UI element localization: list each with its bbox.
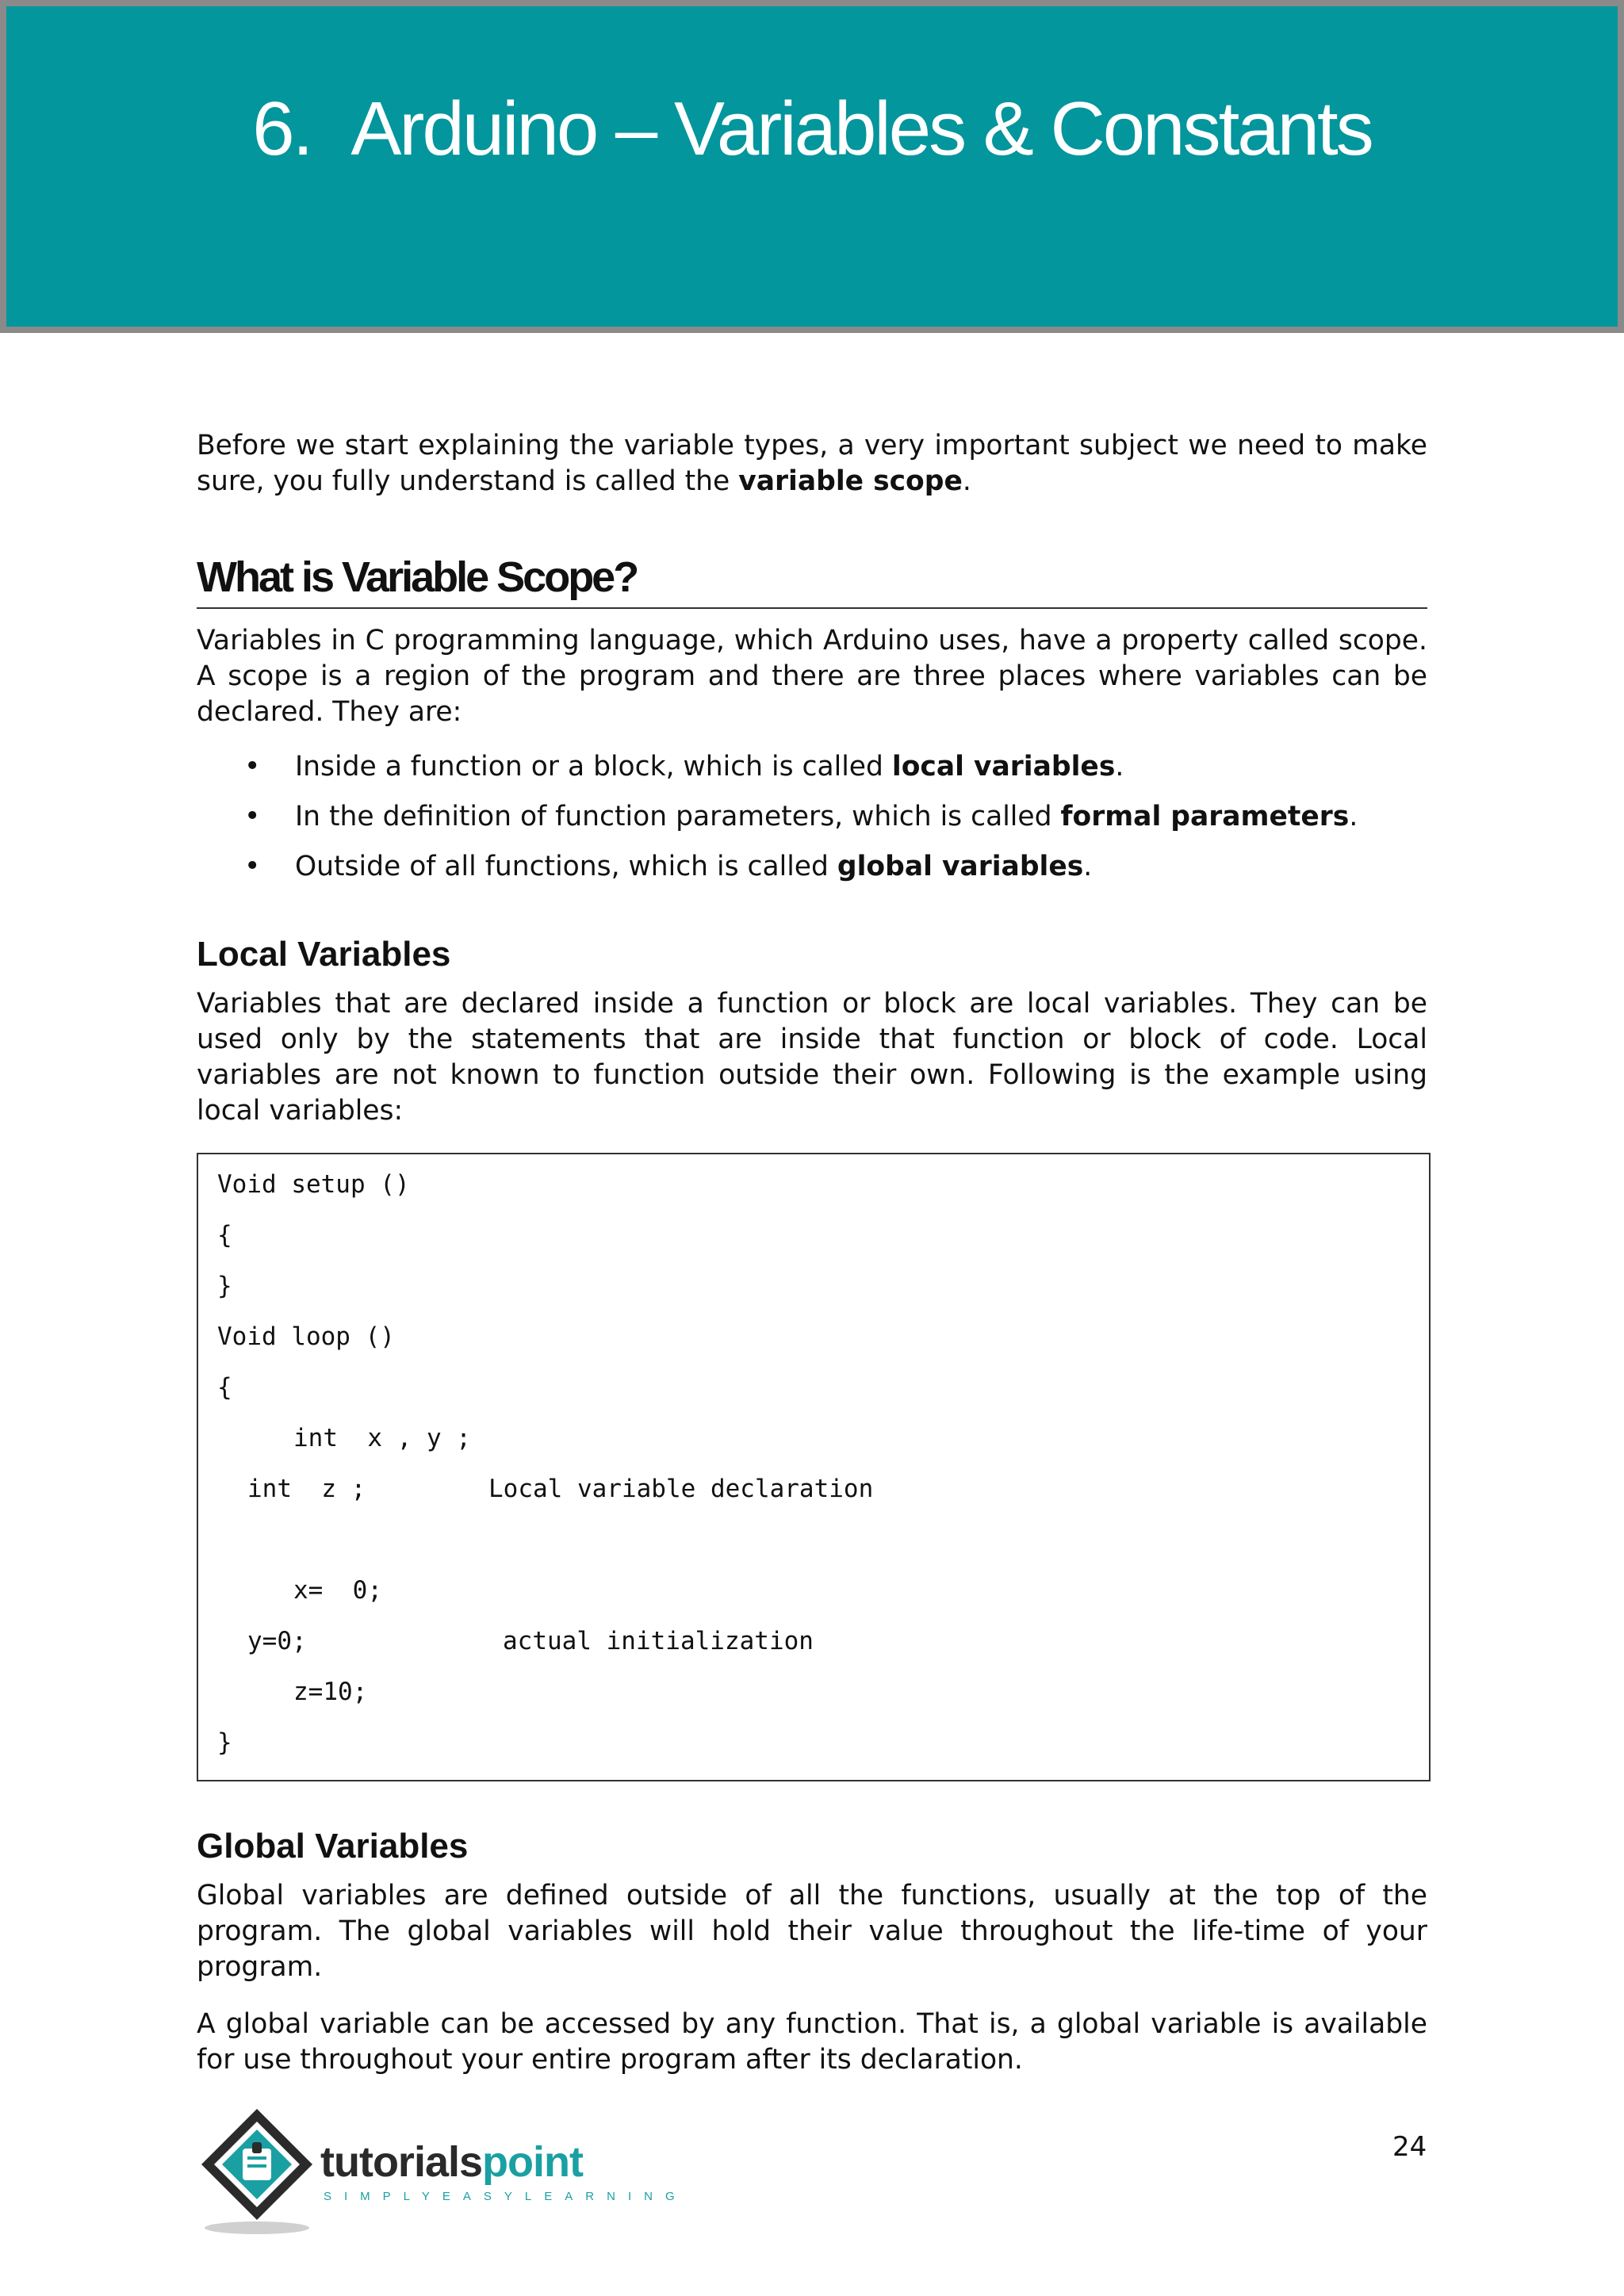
intro-text: Before we start explaining the variable types, a very important subject we need to make sure, you fully understand is called the <box>197 430 1427 497</box>
intro-bold: variable scope <box>738 465 963 497</box>
chapter-title-text: Arduino – Variables & Constants <box>350 86 1372 171</box>
list-item <box>197 799 1427 849</box>
logo-tagline: SIMPLYEASYLEARNING <box>324 2190 688 2203</box>
code-comment: actual initialization <box>503 1627 814 1655</box>
chapter-banner <box>0 0 1624 333</box>
list-item-bold: global variables <box>837 851 1084 882</box>
list-item-text: Inside a function or a block, which is called <box>295 751 892 783</box>
chapter-number: 6. <box>252 86 312 171</box>
list-item-bold: formal parameters <box>1060 801 1350 832</box>
global-variables-heading: Global Variables <box>197 1827 469 1866</box>
local-variables-heading: Local Variables <box>197 935 451 974</box>
code-line: int x , y ; <box>293 1424 471 1452</box>
code-line: { <box>217 1373 232 1402</box>
list-item-end: . <box>1115 751 1124 783</box>
page-content <box>197 428 1427 2078</box>
local-variables-paragraph: Variables that are declared inside a function or block are local variables. They can be used only by the statements that are inside that function or block of code. Local variables are not known to function outside their own. Following is the example using local variables: <box>197 988 1427 1127</box>
logo-text-part-1: tutorials <box>320 2138 483 2186</box>
scope-heading: What is Variable Scope? <box>197 552 1427 609</box>
code-line: { <box>217 1221 232 1249</box>
bullet-icon: • <box>244 851 261 882</box>
list-item-end: . <box>1083 851 1093 882</box>
code-line: } <box>217 1728 232 1757</box>
tutorialspoint-logo <box>193 2103 688 2241</box>
list-item-text: In the definition of function parameters, which is called <box>295 801 1061 832</box>
logo-wordmark <box>320 2137 583 2187</box>
code-line: z=10; <box>293 1678 368 1706</box>
code-line: int z ; <box>247 1475 366 1503</box>
code-line: } <box>217 1272 232 1300</box>
list-item <box>197 849 1427 899</box>
code-line: Void loop () <box>217 1322 395 1351</box>
list-item-text: Outside of all functions, which is called <box>295 851 837 882</box>
list-item-end: . <box>1349 801 1358 832</box>
code-comment: Local variable declaration <box>488 1475 874 1503</box>
intro-end: . <box>962 465 971 497</box>
code-line: Void setup () <box>217 1170 410 1199</box>
code-block <box>197 1153 1431 1781</box>
chapter-title <box>6 86 1618 173</box>
bullet-icon: • <box>244 751 261 783</box>
page-number: 24 <box>1392 2131 1427 2163</box>
global-variables-paragraph-2: A global variable can be accessed by any function. That is, a global variable is available for use throughout your entire program after its declaration. <box>197 2008 1427 2076</box>
list-item <box>197 749 1427 799</box>
logo-text-part-2: point <box>482 2138 583 2186</box>
scope-paragraph: Variables in C programming language, which Arduino uses, have a property called scope. A scope is a region of the program and there are three places where variables can be declared. They are: <box>197 625 1427 728</box>
list-item-bold: local variables <box>891 751 1116 783</box>
code-line: x= 0; <box>293 1576 382 1605</box>
logo-diamond-icon <box>193 2103 320 2237</box>
intro-paragraph <box>197 428 1427 499</box>
global-variables-paragraph-1: Global variables are defined outside of all the functions, usually at the top of the program. The global variables will hold their value throughout the life-time of your program. <box>197 1880 1427 1983</box>
bullet-icon: • <box>244 801 261 832</box>
code-line: y=0; <box>247 1627 307 1655</box>
scope-list <box>197 749 1427 899</box>
